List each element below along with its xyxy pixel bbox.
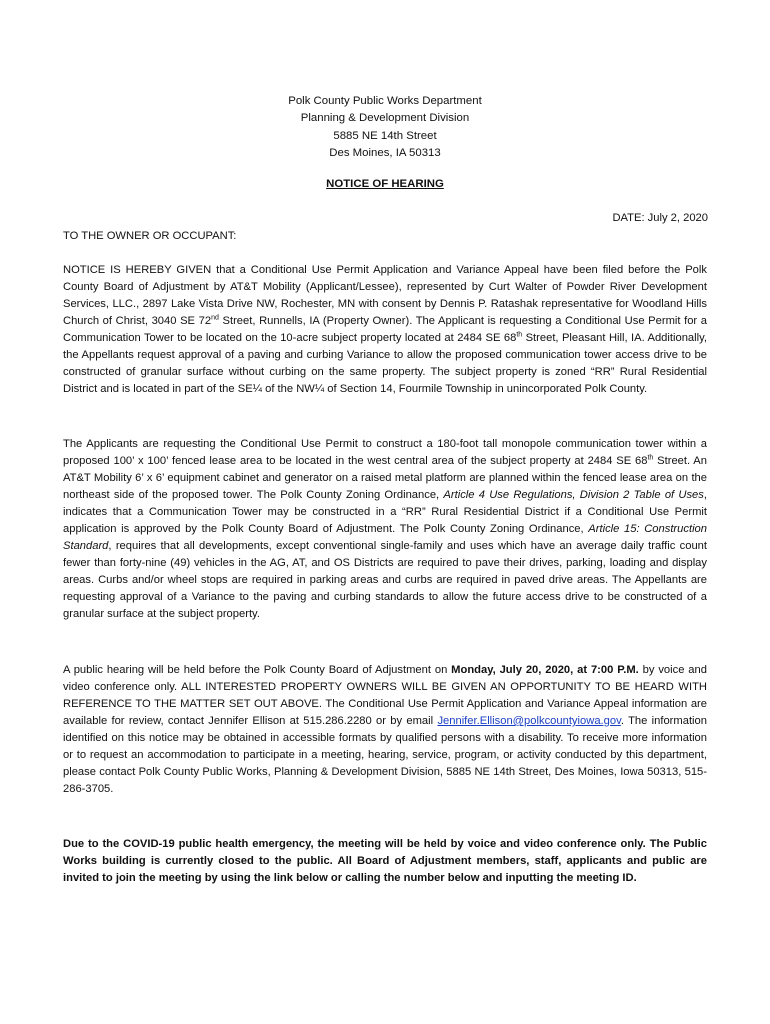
text-segment: The Applicants are requesting the Conditional Use Permit to construct a 180-foot tall monopole communication tower within a proposed 100’ x 100’ fenced lease area to be located in the west central area of the subject property at 2484 SE 68 [63,438,707,467]
text-segment: Street, Pleasant Hill, IA. Additionally, the Appellants request approval of a paving and curbing Variance to allow the proposed communication tower access drive to be constructed of granular surface without curbing on the same property. The subject property is zoned “RR” Rural Residential District and is located in part of the SE¼ of the NW¼ of Section 14, Fourmile Township in unincorporated Polk County. [63,332,707,395]
division-name: Planning & Development Division [300,112,470,125]
text-segment: Street. An AT&T Mobility 6’ x 6’ equipment cabinet and generator on a raised metal platform are planned within the fenced lease area on the northeast side of the proposed tower. The Polk County Zoning Ordinance, [63,455,707,501]
email-link[interactable]: Jennifer.Ellison@polkcountyiowa.gov [437,715,621,727]
page-title: NOTICE OF HEARING [326,178,444,190]
text-segment: . The information identified on this notice may be obtained in accessible formats by qualified persons with a disability. To receive more information or to request an accommodation to participate in a meeting, hearing, service, program, or activity conducted by this department, please contact Polk County Public Works, Planning & Development Division, 5885 NE 14th Street, Des Moines, Iowa 50313, 515-286-3705. [63,715,707,795]
ordinal-suffix: th [647,454,654,462]
text-segment: NOTICE IS HEREBY GIVEN that a Conditional Use Permit Application and Variance Appeal have been filed before the Polk County Board of Adjustment by AT&T Mobility (Applicant/Lessee), represented by Curt Walter of Powder River Development Services, LLC., 2897 Lake Vista Drive NW, Rochester, MN with consent by Dennis P. Ratashak representative for Woodland Hills Church of Christ, 3040 SE 72 [63,264,707,327]
ordinal-suffix: nd [211,314,219,322]
text-segment: by voice and video conference only. ALL INTERESTED PROPERTY OWNERS WILL BE GIVEN AN OPPORTUNITY TO BE HEARD WITH REFERENCE TO THE MATTER SET OUT ABOVE. The Conditional Use Permit Application and Variance Appeal information are available for review, contact Jennifer Ellison at 515.286.2280 or by email [63,664,707,727]
text-segment: A public hearing will be held before the Polk County Board of Adjustment on [63,664,452,676]
request-paragraph [63,436,707,623]
ordinance-reference: Article 4 Use Regulations, Division 2 Table of Uses [443,489,704,501]
text-segment: , requires that all developments, except conventional single-family and uses which have an average daily traffic count fewer than forty-nine (49) vehicles in the AG, AT, and OS Districts are required to pave their drives, parking, loading and display areas. Curbs and/or wheel stops are required in parking areas and curbs are required in paved drive areas. The Appellants are requesting approval of a Variance to the paving and curbing standards to allow the future access drive to be constructed of a granular surface at the subject property. [63,540,707,620]
street-address: 5885 NE 14th Street [333,129,437,142]
ordinal-suffix: th [516,331,523,339]
department-name: Polk County Public Works Department [288,95,482,107]
ordinance-reference: Article 15: Construction Standard [63,523,708,552]
letterhead [0,93,770,162]
addressee: TO THE OWNER OR OCCUPANT: [63,230,237,242]
hearing-datetime: Monday, July 20, 2020, at 7:00 P.M. [451,664,639,676]
notice-date: DATE: July 2, 2020 [612,212,708,224]
covid-notice-paragraph: Due to the COVID-19 public health emergency, the meeting will be held by voice and video conference only. The Public Works building is currently closed to the public. All Board of Adjustment members, staff, applicants and public are invited to join the meeting by using the link below or calling the number below and inputting the meeting ID. [63,838,707,884]
text-segment: Street, Runnells, IA (Property Owner). The Applicant is requesting a Conditional Use Permit for a Communication Tower to be located on the 10-acre subject property located at 2484 SE 68 [63,315,707,344]
city-address: Des Moines, IA 50313 [329,146,441,159]
hearing-paragraph [63,662,707,798]
text-segment: , indicates that a Communication Tower may be constructed in a “RR” Rural Residential District if a Conditional Use Permit application is approved by the Polk County Board of Adjustment. The Polk County Zoning Ordinance, [63,489,707,535]
notice-paragraph [63,262,707,398]
